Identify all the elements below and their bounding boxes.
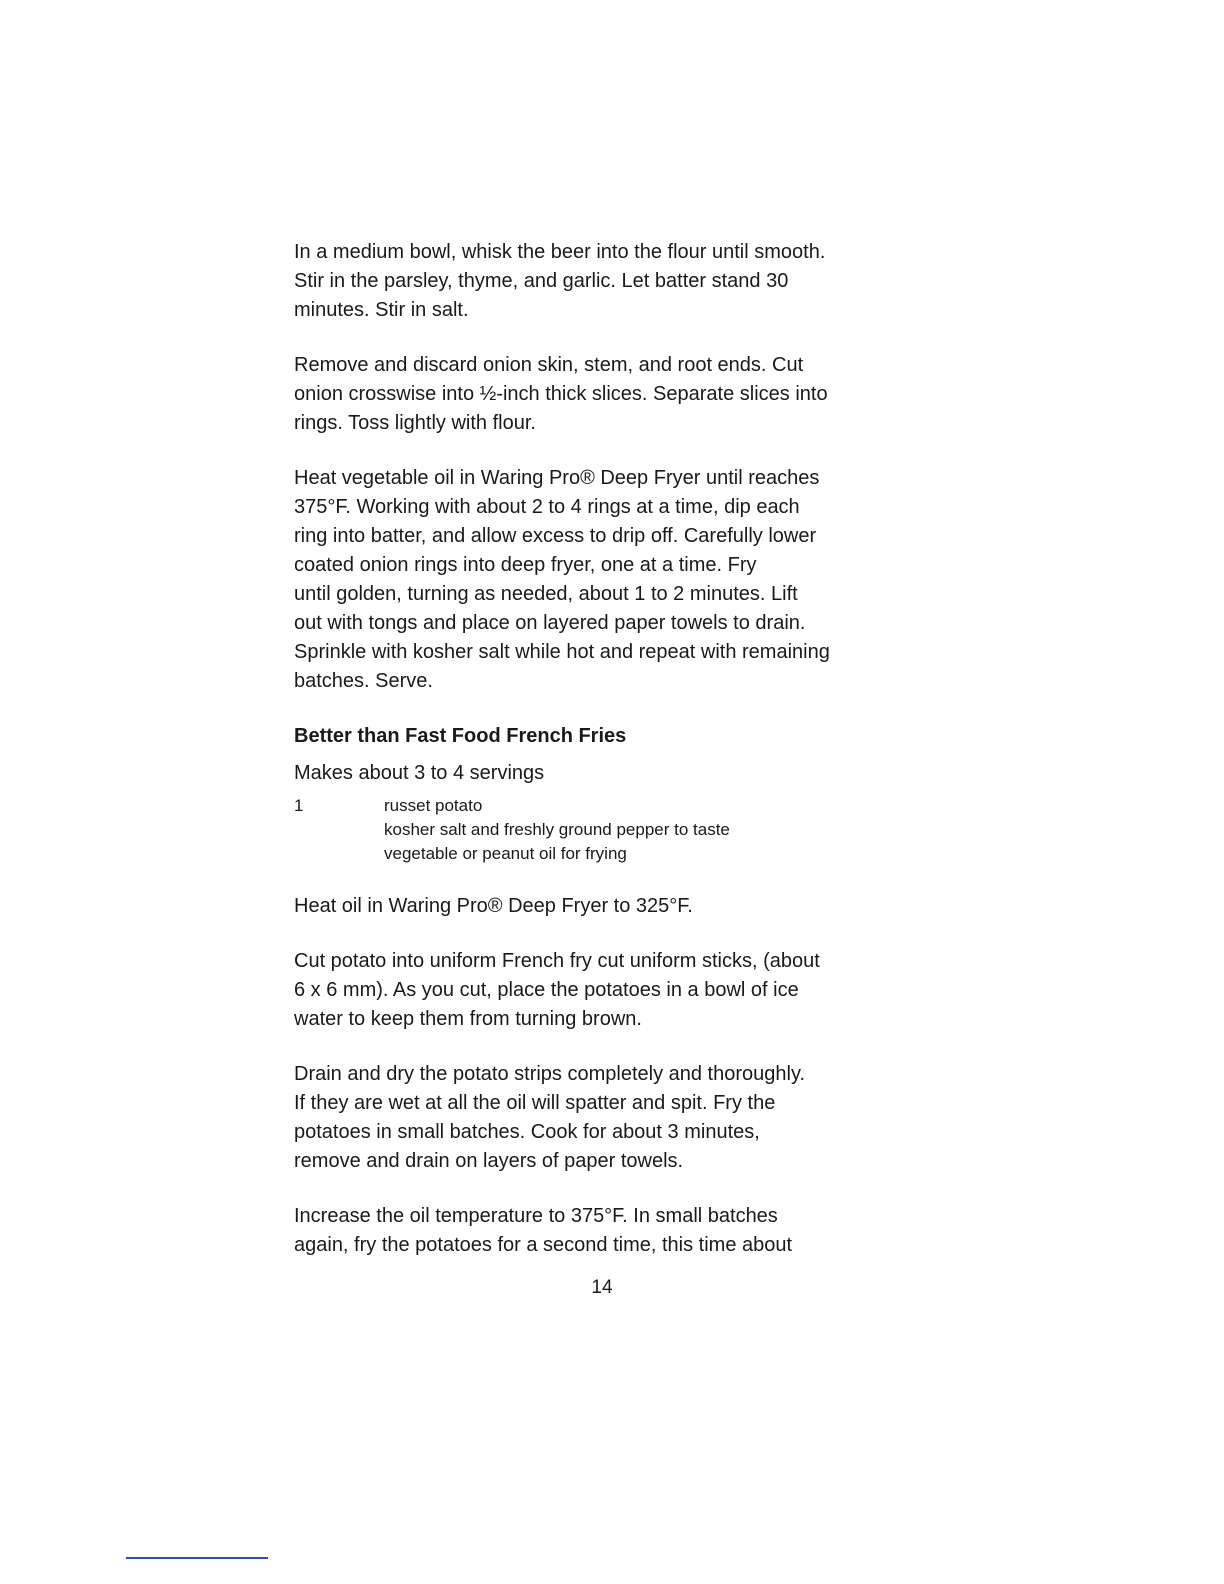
paragraph-onion-prep: Remove and discard onion skin, stem, and root ends. Cut onion crosswise into ½-inch thick slices. Separate slices into rings. Toss lightly with flour. bbox=[294, 354, 828, 434]
ingredient-list bbox=[294, 794, 934, 866]
recipe-yield: Makes about 3 to 4 servings bbox=[294, 762, 545, 784]
step-cut-potato: Cut potato into uniform French fry cut uniform sticks, (about 6 x 6 mm). As you cut, place the potatoes in a bowl of ice water to keep them from turning brown. bbox=[294, 950, 820, 1030]
ingredient-quantity bbox=[294, 818, 384, 842]
ingredient-name: kosher salt and freshly ground pepper to taste bbox=[384, 820, 730, 839]
ingredient-quantity: 1 bbox=[294, 796, 304, 815]
ingredient-row bbox=[294, 794, 934, 818]
paragraph-batter: In a medium bowl, whisk the beer into the flour until smooth. Stir in the parsley, thyme, and garlic. Let batter stand 30 minutes. Stir in salt. bbox=[294, 241, 826, 321]
page-number: 14 bbox=[591, 1277, 613, 1298]
ingredient-name: russet potato bbox=[384, 796, 483, 815]
ingredient-quantity bbox=[294, 842, 384, 866]
paragraph-frying-onion-rings: Heat vegetable oil in Waring Pro® Deep Fryer until reaches 375°F. Working with about 2 to 4 rings at a time, dip each ring into batter, and allow excess to drip off. Carefully lower coated onion rings into deep fryer, one at a time. Fry until golden, turning as needed, about 1 to 2 minutes. Lift out with tongs and place on layered paper towels to drain. Sprinkle with kosher salt while hot and repeat with remaining batches. Serve. bbox=[294, 467, 830, 692]
step-second-fry: Increase the oil temperature to 375°F. In small batches again, fry the potatoes for a second time, this time about bbox=[294, 1205, 793, 1256]
step-first-fry: Drain and dry the potato strips completely and thoroughly. If they are wet at all the oil will spatter and spit. Fry the potatoes in small batches. Cook for about 3 minutes, remove and drain on layers of paper towels. bbox=[294, 1063, 806, 1172]
recipe-title: Better than Fast Food French Fries bbox=[294, 725, 627, 747]
ingredient-row bbox=[294, 842, 934, 866]
page-content bbox=[294, 238, 934, 1286]
ingredient-row bbox=[294, 818, 934, 842]
ingredient-name: vegetable or peanut oil for frying bbox=[384, 844, 627, 863]
step-heat-oil: Heat oil in Waring Pro® Deep Fryer to 325°F. bbox=[294, 895, 693, 917]
footer-rule bbox=[126, 1557, 268, 1559]
